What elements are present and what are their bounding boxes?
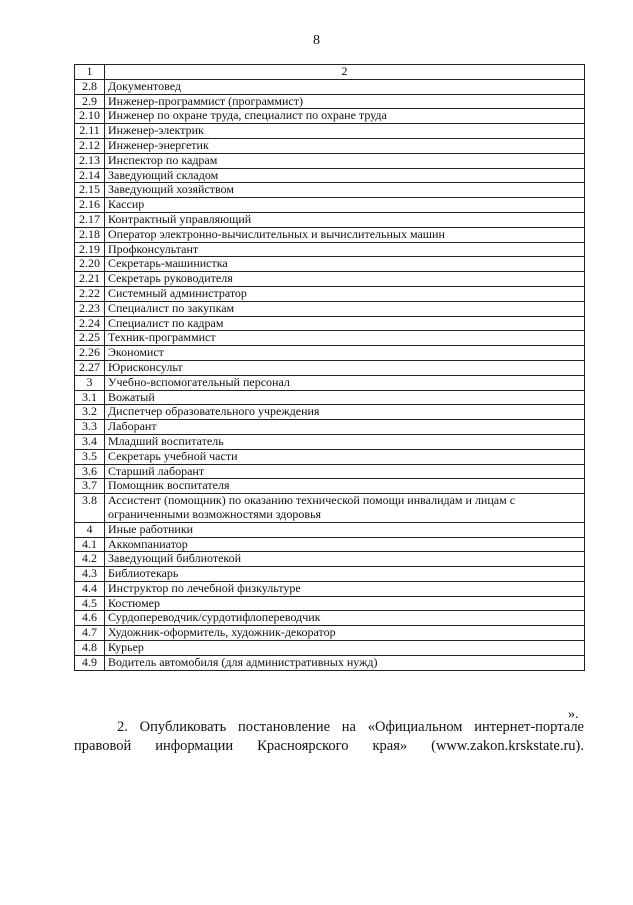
table-row — [75, 153, 585, 168]
table-row — [75, 390, 585, 405]
table-row — [75, 301, 585, 316]
table-row — [75, 537, 585, 552]
row-position-title: Инженер-программист (программист) — [105, 94, 585, 109]
row-position-title: Юрисконсульт — [105, 360, 585, 375]
row-number: 2.23 — [75, 301, 105, 316]
table-row — [75, 567, 585, 582]
row-number: 2.17 — [75, 212, 105, 227]
table-row — [75, 434, 585, 449]
row-number: 2.25 — [75, 331, 105, 346]
row-position-title: Учебно-вспомогательный персонал — [105, 375, 585, 390]
row-number: 2.10 — [75, 109, 105, 124]
table-header-row — [75, 65, 585, 80]
row-position-title: Профконсультант — [105, 242, 585, 257]
row-number: 2.12 — [75, 138, 105, 153]
row-position-title: Вожатый — [105, 390, 585, 405]
table-row — [75, 124, 585, 139]
row-position-title: Художник-оформитель, художник-декоратор — [105, 626, 585, 641]
row-number: 4.5 — [75, 596, 105, 611]
table-row — [75, 494, 585, 523]
table-row — [75, 420, 585, 435]
table-row — [75, 346, 585, 361]
row-number: 4.1 — [75, 537, 105, 552]
table-row — [75, 405, 585, 420]
table-row — [75, 168, 585, 183]
row-position-title: Заведующий библиотекой — [105, 552, 585, 567]
row-position-title: Контрактный управляющий — [105, 212, 585, 227]
table-row — [75, 109, 585, 124]
table-row — [75, 94, 585, 109]
table-row — [75, 331, 585, 346]
row-position-title: Системный администратор — [105, 286, 585, 301]
row-position-title: Секретарь руководителя — [105, 272, 585, 287]
table-row — [75, 655, 585, 670]
row-number: 2.22 — [75, 286, 105, 301]
row-number: 3.1 — [75, 390, 105, 405]
row-number: 3 — [75, 375, 105, 390]
row-position-title: Заведующий складом — [105, 168, 585, 183]
row-position-title: Аккомпаниатор — [105, 537, 585, 552]
table-row — [75, 79, 585, 94]
row-number: 2.15 — [75, 183, 105, 198]
table-row — [75, 611, 585, 626]
row-number: 2.20 — [75, 257, 105, 272]
row-position-title: Ассистент (помощник) по оказанию технической помощи инвалидам и лицам с ограниченными возможностями здоровья — [105, 494, 585, 523]
table-row — [75, 581, 585, 596]
row-number: 2.21 — [75, 272, 105, 287]
row-number: 3.7 — [75, 479, 105, 494]
row-number: 3.6 — [75, 464, 105, 479]
row-number: 2.13 — [75, 153, 105, 168]
table-row — [75, 449, 585, 464]
row-number: 2.24 — [75, 316, 105, 331]
row-number: 2.16 — [75, 198, 105, 213]
row-position-title: Инженер-электрик — [105, 124, 585, 139]
row-position-title: Диспетчер образовательного учреждения — [105, 405, 585, 420]
row-position-title: Специалист по закупкам — [105, 301, 585, 316]
row-number: 3.5 — [75, 449, 105, 464]
row-number: 2.11 — [75, 124, 105, 139]
row-number: 3.4 — [75, 434, 105, 449]
row-position-title: Курьер — [105, 641, 585, 656]
row-position-title: Оператор электронно-вычислительных и вычислительных машин — [105, 227, 585, 242]
table-row — [75, 596, 585, 611]
table-body — [75, 79, 585, 670]
row-position-title: Техник-программист — [105, 331, 585, 346]
table-row — [75, 272, 585, 287]
table-row — [75, 375, 585, 390]
row-position-title: Костюмер — [105, 596, 585, 611]
row-number: 3.3 — [75, 420, 105, 435]
row-number: 2.9 — [75, 94, 105, 109]
row-position-title: Экономист — [105, 346, 585, 361]
page-number: 8 — [313, 33, 320, 48]
row-position-title: Инструктор по лечебной физкультуре — [105, 581, 585, 596]
table-row — [75, 522, 585, 537]
row-position-title: Водитель автомобиля (для административных нужд) — [105, 655, 585, 670]
row-position-title: Инженер-энергетик — [105, 138, 585, 153]
row-position-title: Сурдопереводчик/сурдотифлопереводчик — [105, 611, 585, 626]
table-row — [75, 242, 585, 257]
row-position-title: Специалист по кадрам — [105, 316, 585, 331]
row-position-title: Документовед — [105, 79, 585, 94]
table-row — [75, 316, 585, 331]
row-number: 2.27 — [75, 360, 105, 375]
row-position-title: Секретарь учебной части — [105, 449, 585, 464]
table-row — [75, 227, 585, 242]
row-number: 2.19 — [75, 242, 105, 257]
row-number: 3.8 — [75, 494, 105, 523]
row-number: 4.3 — [75, 567, 105, 582]
row-number: 4.6 — [75, 611, 105, 626]
row-position-title: Библиотекарь — [105, 567, 585, 582]
row-position-title: Младший воспитатель — [105, 434, 585, 449]
positions-table-container — [74, 64, 584, 671]
row-position-title: Старший лаборант — [105, 464, 585, 479]
header-col-2: 2 — [105, 65, 585, 80]
row-position-title: Секретарь-машинистка — [105, 257, 585, 272]
row-position-title: Кассир — [105, 198, 585, 213]
table-row — [75, 198, 585, 213]
row-number: 4.2 — [75, 552, 105, 567]
table-row — [75, 479, 585, 494]
row-number: 4 — [75, 522, 105, 537]
table-row — [75, 183, 585, 198]
row-number: 2.8 — [75, 79, 105, 94]
table-row — [75, 138, 585, 153]
header-col-1: 1 — [75, 65, 105, 80]
table-row — [75, 286, 585, 301]
row-position-title: Инспектор по кадрам — [105, 153, 585, 168]
table-row — [75, 257, 585, 272]
table-row — [75, 641, 585, 656]
row-position-title: Инженер по охране труда, специалист по охране труда — [105, 109, 585, 124]
row-number: 4.4 — [75, 581, 105, 596]
table-row — [75, 552, 585, 567]
table-row — [75, 464, 585, 479]
table-row — [75, 360, 585, 375]
row-number: 2.14 — [75, 168, 105, 183]
positions-table — [74, 64, 585, 671]
table-row — [75, 212, 585, 227]
row-position-title: Лаборант — [105, 420, 585, 435]
table-row — [75, 626, 585, 641]
row-number: 2.18 — [75, 227, 105, 242]
closing-quote-mark: ». — [568, 707, 579, 722]
row-position-title: Заведующий хозяйством — [105, 183, 585, 198]
row-position-title: Помощник воспитателя — [105, 479, 585, 494]
row-number: 4.8 — [75, 641, 105, 656]
row-number: 4.7 — [75, 626, 105, 641]
row-number: 4.9 — [75, 655, 105, 670]
row-position-title: Иные работники — [105, 522, 585, 537]
publication-paragraph: 2. Опубликовать постановление на «Официальном интернет-портале правовой информации Красноярского края» (www.zakon.krskstate.ru). — [74, 719, 584, 754]
row-number: 2.26 — [75, 346, 105, 361]
row-number: 3.2 — [75, 405, 105, 420]
